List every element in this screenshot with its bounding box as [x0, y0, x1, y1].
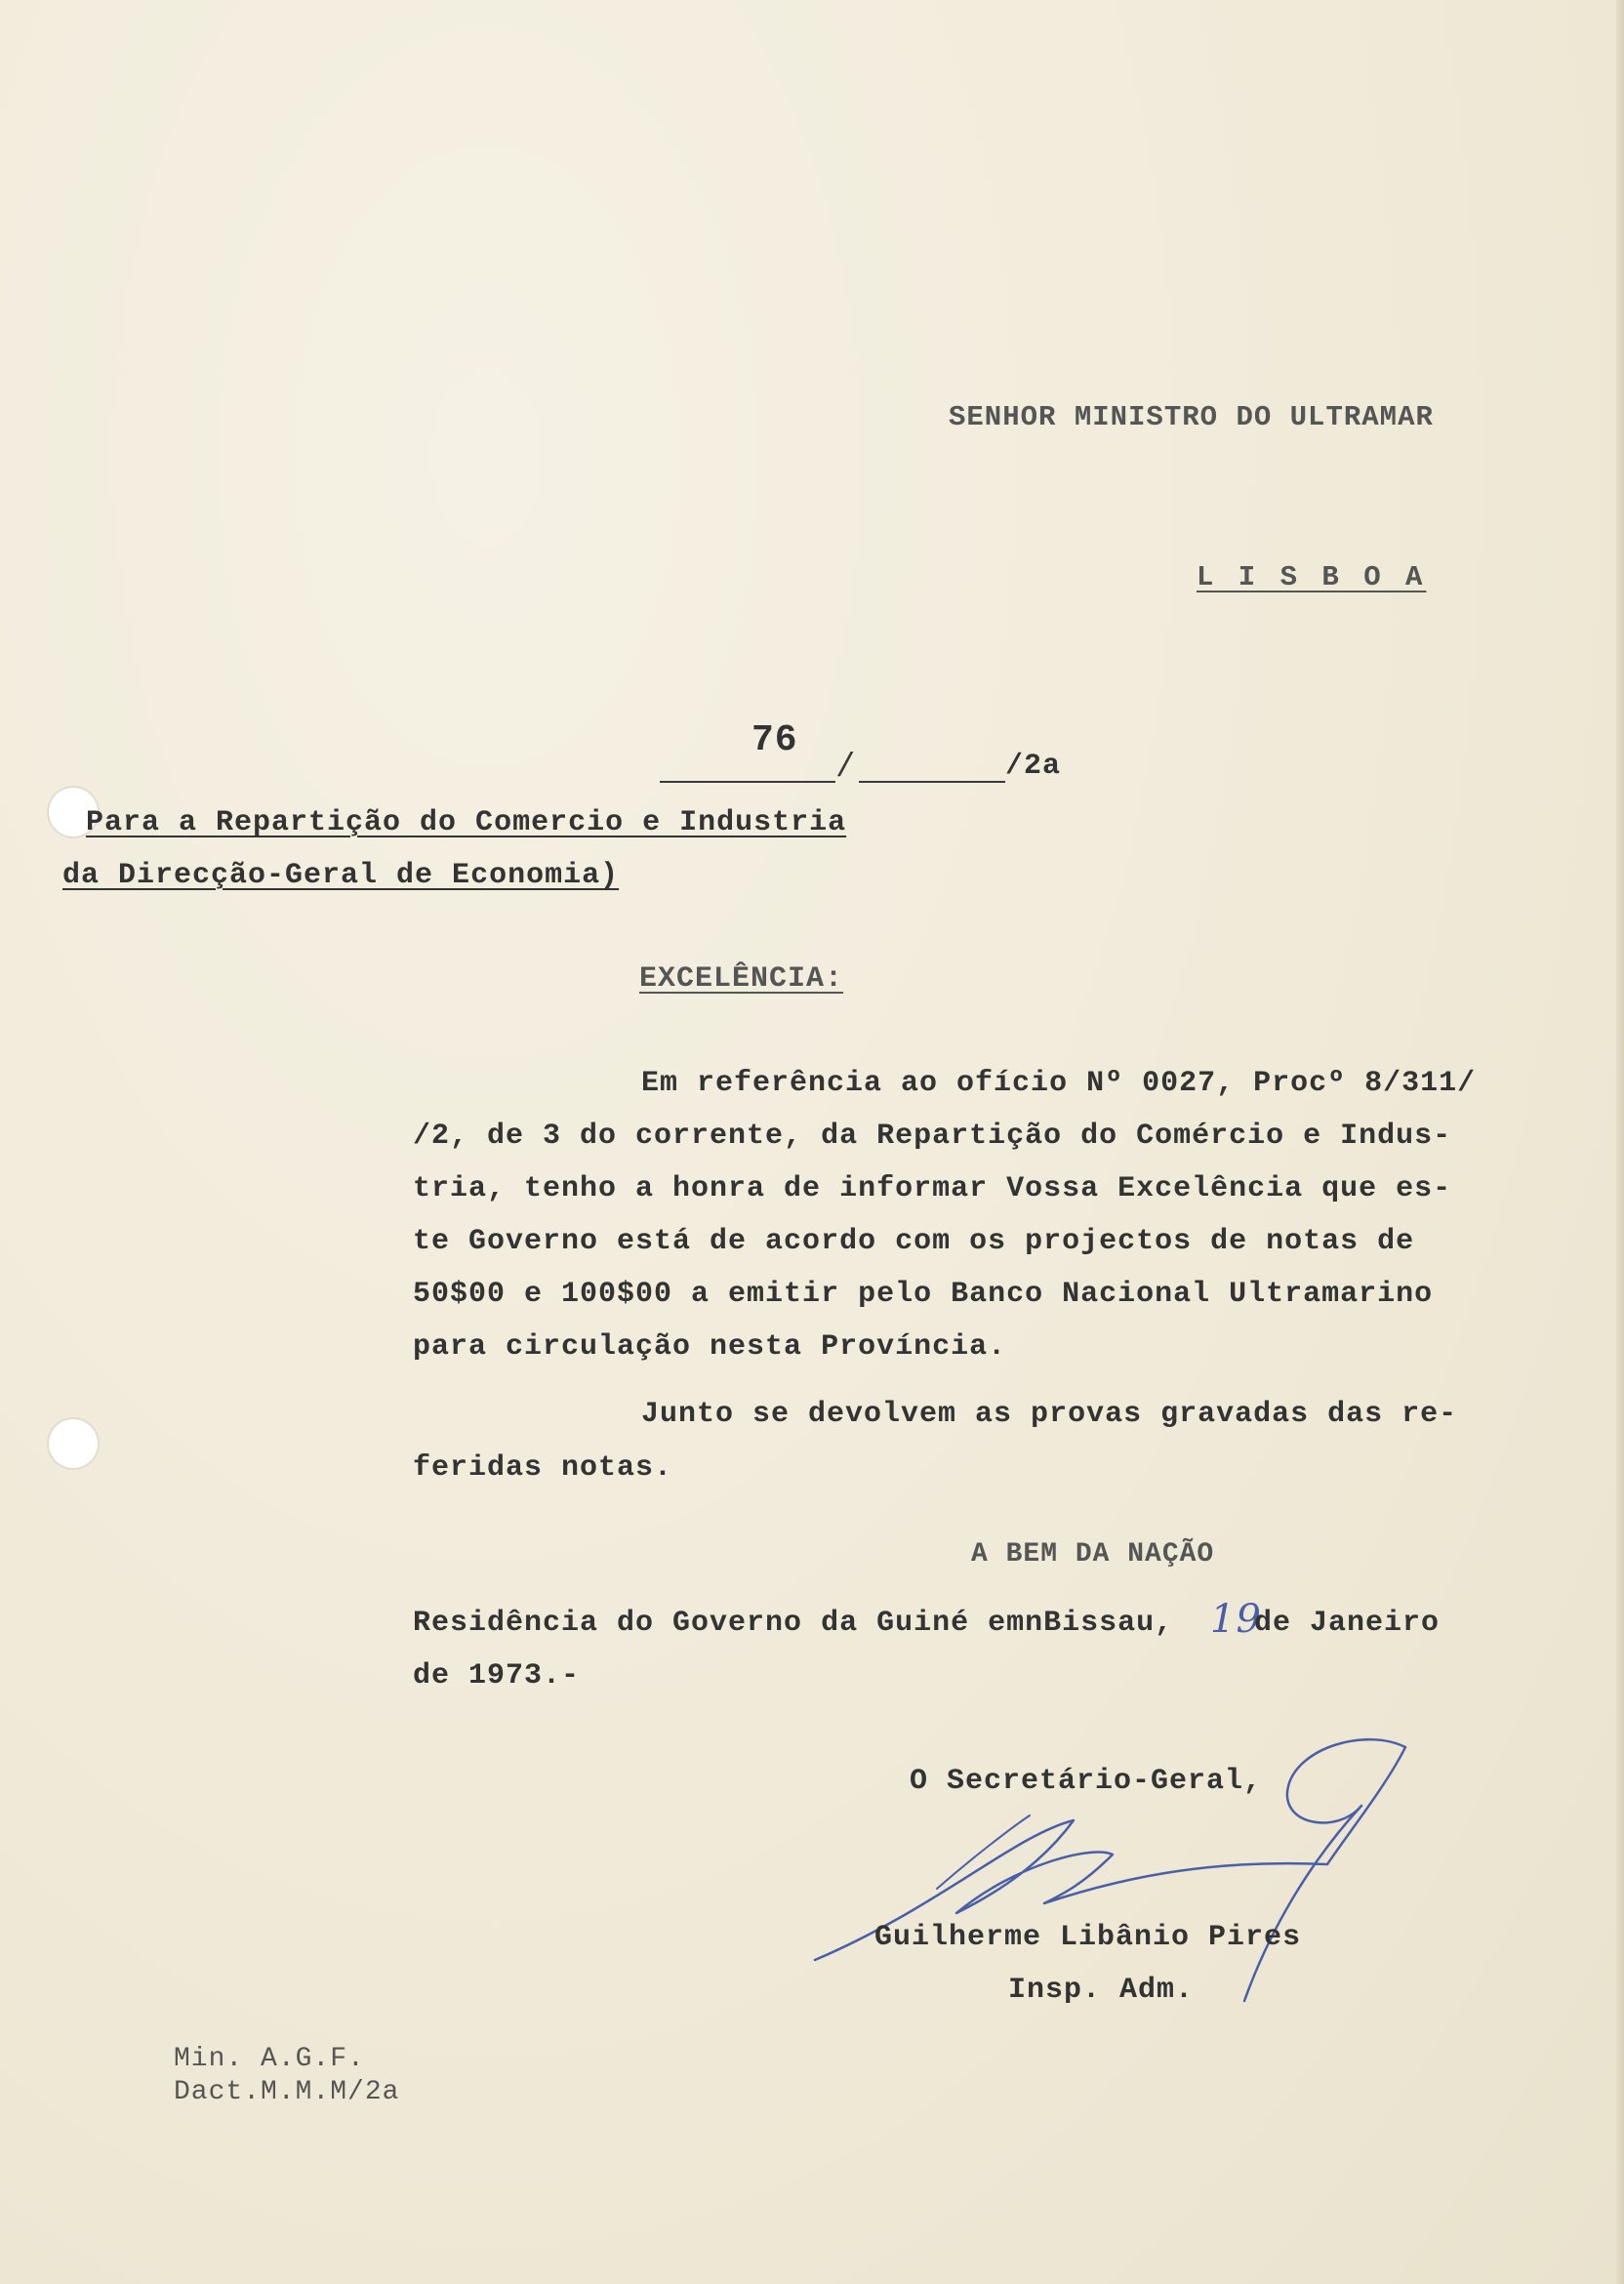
place-date-line-1b: de Janeiro [1254, 1607, 1441, 1640]
addressee-city: L I S B O A [1197, 561, 1427, 593]
reference-number: 76 [751, 719, 798, 761]
reference-suffix: /2a [1005, 750, 1062, 783]
reference-slash-1: / [835, 750, 857, 787]
routing-line-2: da Direcção-Geral de Economia) [62, 859, 620, 892]
body-line: tria, tenho a honra de informar Vossa Excelência que es- [413, 1172, 1452, 1205]
body-line: Em referência ao ofício Nº 0027, Procº 8/311/ [641, 1067, 1477, 1100]
body-line: 50$00 e 100$00 a emitir pelo Banco Nacional Ultramarino [413, 1278, 1434, 1311]
addressee-line: SENHOR MINISTRO DO ULTRAMAR [949, 401, 1434, 433]
footer-line-1: Min. A.G.F. [174, 2044, 365, 2074]
signature-title: O Secretário-Geral, [910, 1765, 1263, 1798]
signatory-name: Guilherme Libânio Pires [874, 1921, 1302, 1954]
salutation-text: EXCELÊNCIA: [639, 962, 844, 996]
footer-line-2: Dact.M.M.M/2a [174, 2077, 400, 2107]
signature-stroke [815, 1739, 1405, 2001]
body-line: /2, de 3 do corrente, da Repartição do Comércio e Indus- [413, 1120, 1452, 1153]
body-line: para circulação nesta Província. [413, 1330, 1007, 1364]
signatory-role: Insp. Adm. [1008, 1974, 1195, 2007]
handwritten-day: 19 [1210, 1597, 1262, 1642]
closing-motto: A BEM DA NAÇÃO [971, 1539, 1215, 1570]
body-line: feridas notas. [413, 1451, 673, 1485]
body-line: Junto se devolvem as provas gravadas das re- [641, 1398, 1458, 1431]
body-line: te Governo está de acordo com os projectos de notas de [413, 1225, 1415, 1258]
place-date-line-2: de 1973.- [413, 1659, 581, 1693]
routing-line-1: Para a Repartição do Comercio e Industria [86, 806, 847, 839]
place-date-line-1: Residência do Governo da Guiné emnBissau, [413, 1607, 1174, 1640]
